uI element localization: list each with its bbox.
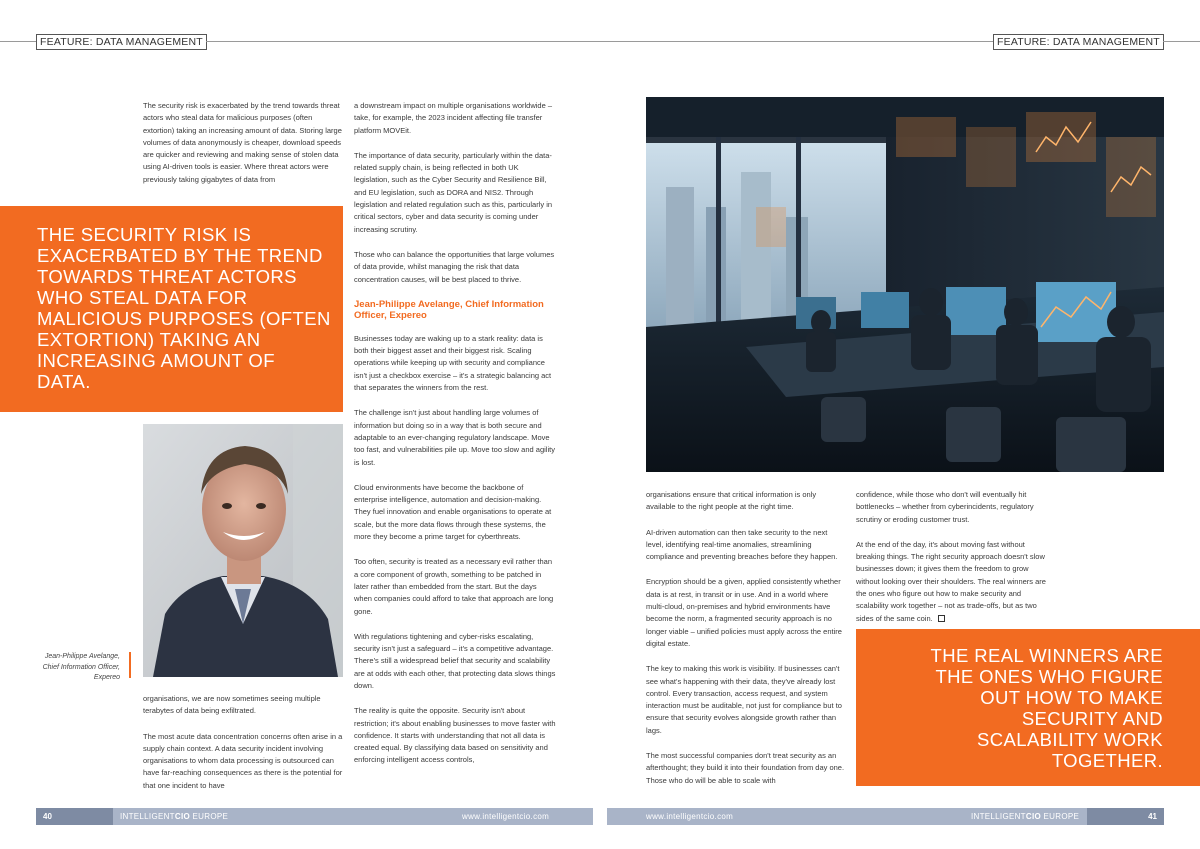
header-rule-right xyxy=(1163,41,1200,42)
footer-url-left[interactable]: www.intelligentcio.com xyxy=(462,812,550,821)
caption-accent-bar xyxy=(129,652,131,678)
paragraph: a downstream impact on multiple organisations worldwide – take, for example, the 2023 incident affecting file transfer platform MOVEit. xyxy=(354,101,553,135)
paragraph: The challenge isn't just about handling large volumes of information but doing so in a way that is both secure and adaptable to an ever-changing regulatory landscape. Move too fast, and vulnerabilities pile up. Move too slow and agility is lost. xyxy=(354,408,555,467)
paragraph-text: At the end of the day, it's about moving fast without breaking things. The right security approach doesn't slow businesses down; it gives them the freedom to grow without looking over their shoulders. The real winners are the ones who figure out how to make security and scalability work together – not as trade-offs, but as two sides of the same coin. xyxy=(856,539,1046,623)
feature-tag-right: FEATURE: DATA MANAGEMENT xyxy=(993,34,1164,50)
pull-quote-box-left xyxy=(0,206,343,412)
paragraph: The most successful companies don't treat security as an afterthought; they build it into their foundation from day one. Those who do will be able to scale with xyxy=(646,751,845,785)
photo-caption: Jean-Philippe Avelange, Chief Information Officer, Expereo xyxy=(42,653,120,681)
brand-bold: CIO xyxy=(174,812,190,821)
portrait-photo xyxy=(143,424,343,677)
paragraph: The key to making this work is visibility. If businesses can't see what's happening with their data, they've already lost control. Every transaction, access request, and system interaction must be auditable, not just for compliance but to ensure that security evolves alongside growth rather than lags. xyxy=(646,664,842,735)
paragraph: Cloud environments have become the backbone of enterprise intelligence, automation and decision-making. They fuel innovation and enable organisations to operate at scale, but the more data flows through these systems, the more they become a prime target for cyberthreats. xyxy=(354,482,552,542)
paragraph: organisations ensure that critical information is only available to the right people at the right time. xyxy=(646,490,817,512)
section-heading: Jean-Philippe Avelange, Chief Information Officer, Expereo xyxy=(354,298,544,321)
brand-bold: CIO xyxy=(1025,812,1041,821)
office-illustration xyxy=(646,97,1164,472)
paragraph: confidence, while those who don't will eventually hit bottlenecks – whether from cyberincidents, regulatory scrutiny or eroding customer trust. xyxy=(856,490,1034,524)
paragraph: The most acute data concentration concerns often arise in a supply chain context. A data security incident involving organisations to whom data processing is outsourced can have far-reaching consequences as there is the potential for that one incident to have xyxy=(143,731,343,790)
pull-quote-right: THE REAL WINNERS ARE THE ONES WHO FIGURE OUT HOW TO MAKE SECURITY AND SCALABILITY WORK TOGETHER. xyxy=(930,645,1163,771)
footer-right xyxy=(607,808,1164,825)
paragraph: The reality is quite the opposite. Security isn't about restriction; it's about enabling businesses to move faster with confidence. It starts with understanding that not all data is created equal. By classifying data based on sensitivity and enforcing intelligent access controls, xyxy=(354,706,556,765)
pull-quote-left: THE SECURITY RISK IS EXACERBATED BY THE TREND TOWARDS THREAT ACTORS WHO STEAL DATA FOR MALICIOUS PURPOSES (OFTEN EXTORTION) TAKING AN INCREASING AMOUNT OF DATA. xyxy=(37,224,331,392)
brand-prefix: INTELLIGENT xyxy=(120,812,175,821)
footer-brand-right xyxy=(971,808,1079,825)
office-image xyxy=(646,97,1164,472)
paragraph: Businesses today are waking up to a stark reality: data is both their biggest asset and their biggest risk. Scaling operations while keeping up with security and compliance isn't just a checkbox exercise – it's a strategic balancing act that separates the winners from the rest. xyxy=(354,333,552,393)
paragraph: Encryption should be a given, applied consistently whether data is at rest, in transit or in use. And in a world where multi-cloud, on-premises and hybrid environments have become the norm, a fragmented security approach is no longer viable – unified policies must apply across the entire digital estate. xyxy=(646,577,842,648)
paragraph: With regulations tightening and cyber-risks escalating, security isn't just a safeguard – it's a competitive advantage. There's still a widespread belief that security and scalability are at odds with each other, that protecting data slows things down. xyxy=(354,631,556,690)
header-rule-left xyxy=(0,41,36,42)
footer-url-right[interactable]: www.intelligentcio.com xyxy=(646,812,734,821)
paragraph: Too often, security is treated as a necessary evil rather than a core component of growth, something to be patched in later rather than embedded from the start. But the days when companies could afford to take that approach are long gone. xyxy=(354,557,554,616)
brand-prefix: INTELLIGENT xyxy=(971,812,1026,821)
header-rule-mid xyxy=(206,41,993,42)
paragraph: The security risk is exacerbated by the trend towards threat actors who steal data for malicious purposes (often extortion) taking an increasing amount of data. Storing large volumes of data anonymously is cheaper, download speeds are quicker and reviewing and making sense of stolen data using AI-driven tools is easier. Where threat actors were previously taking gigabytes of data from xyxy=(143,101,342,184)
paragraph: organisations, we are now sometimes seeing multiple terabytes of data being exfiltrated. xyxy=(143,694,321,716)
pull-quote-box-right xyxy=(856,629,1200,786)
paragraph xyxy=(856,539,1052,625)
brand-suffix: EUROPE xyxy=(1041,812,1080,821)
end-mark-icon xyxy=(938,615,945,622)
col1-bottom-text xyxy=(143,693,343,805)
paragraph: The importance of data security, particularly within the data-related supply chain, is being reflected in both UK legislation, such as the Cyber Security and Resilience Bill, and EU legislation, such as DORA and NIS2. Through legislation and related regulation such as this, particularly in critical sectors, cyber and data security is coming under increasing scrutiny. xyxy=(354,150,553,234)
portrait-illustration xyxy=(143,424,343,677)
col3-text xyxy=(646,489,846,800)
paragraph: Those who can balance the opportunities that large volumes of data provide, whilst managing the risk that data concentration causes, will be best placed to thrive. xyxy=(354,249,555,284)
feature-tag-left: FEATURE: DATA MANAGEMENT xyxy=(36,34,207,50)
col1-top-text xyxy=(143,100,343,199)
footer-left xyxy=(36,808,593,825)
brand-suffix: EUROPE xyxy=(190,812,229,821)
col4-text xyxy=(856,489,1052,638)
paragraph: AI-driven automation can then take security to the next level, identifying real-time anomalies, streamlining compliance and preventing breaches before they happen. xyxy=(646,527,838,562)
page-number-left: 40 xyxy=(36,808,113,825)
col2-text xyxy=(354,100,556,780)
footer-brand-left xyxy=(120,808,228,825)
page-number-right: 41 xyxy=(1087,808,1164,825)
